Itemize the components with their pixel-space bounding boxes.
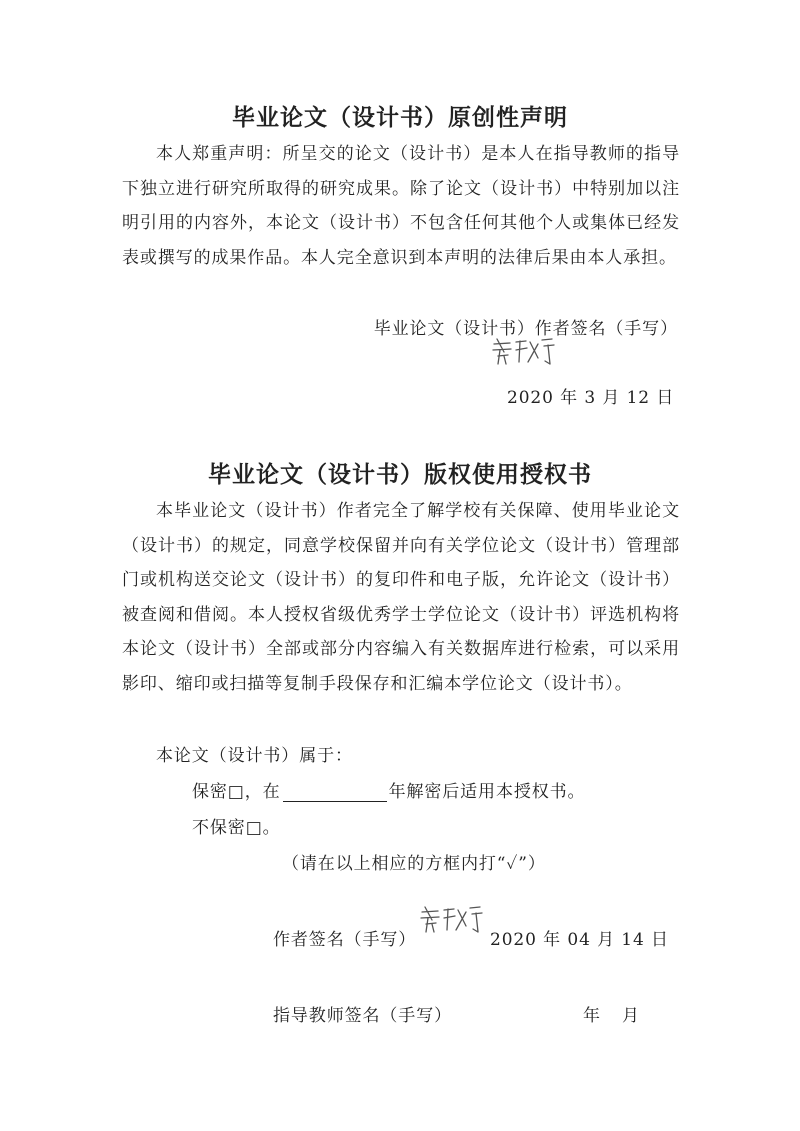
- advisor-sign-label: 指导教师签名（手写）: [273, 1006, 452, 1026]
- declaration-body: 本人郑重声明：所呈交的论文（设计书）是本人在指导教师的指导下独立进行研究所取得的研究成果。除了论文（设计书）中特别加以注明引用的内容外，本论文（设计书）不包含任何其他个人或集体已经发表或撰写的成果作品。本人完全意识到本声明的法律后果由本人承担。: [122, 144, 680, 268]
- option-secret: [192, 777, 585, 802]
- declaration-title: 毕业论文（设计书）原创性声明: [232, 105, 568, 131]
- advisor-month: 月: [622, 1006, 640, 1026]
- handwritten-signature: [418, 904, 488, 938]
- belongs-label: 本论文（设计书）属于：: [156, 746, 353, 766]
- authorization-title: 毕业论文（设计书）版权使用授权书: [208, 462, 592, 488]
- checkmark-instruction: （请在以上相应的方框内打“✓”）: [282, 854, 546, 874]
- declaration-date: 2020 年 3 月 12 日: [507, 388, 675, 408]
- unlock-year-blank: [283, 785, 387, 802]
- option-secret-before: 保密□，在: [192, 782, 281, 802]
- declaration-signature-label: 毕业论文（设计书）作者签名（手写）: [373, 319, 678, 339]
- authorization-body: 本毕业论文（设计书）作者完全了解学校有关保障、使用毕业论文（设计书）的规定，同意学校保留并向有关学位论文（设计书）管理部门或机构送交论文（设计书）的复印件和电子版，允许论文（设计书）被查阅和借阅。本人授权省级优秀学士学位论文（设计书）评选机构将本论文（设计书）全部或部分内容编入有关数据库进行检索，可以采用影印、缩印或扫描等复制手段保存和汇编本学位论文（设计书）。: [122, 501, 680, 694]
- option-public: 不保密□。: [192, 818, 281, 838]
- author-date: 2020 年 04 月 14 日: [490, 930, 669, 950]
- option-secret-after: 年解密后适用本授权书。: [388, 782, 586, 802]
- advisor-year: 年: [583, 1006, 601, 1026]
- author-sign-label: 作者签名（手写）: [273, 930, 417, 950]
- handwritten-signature: [490, 336, 560, 370]
